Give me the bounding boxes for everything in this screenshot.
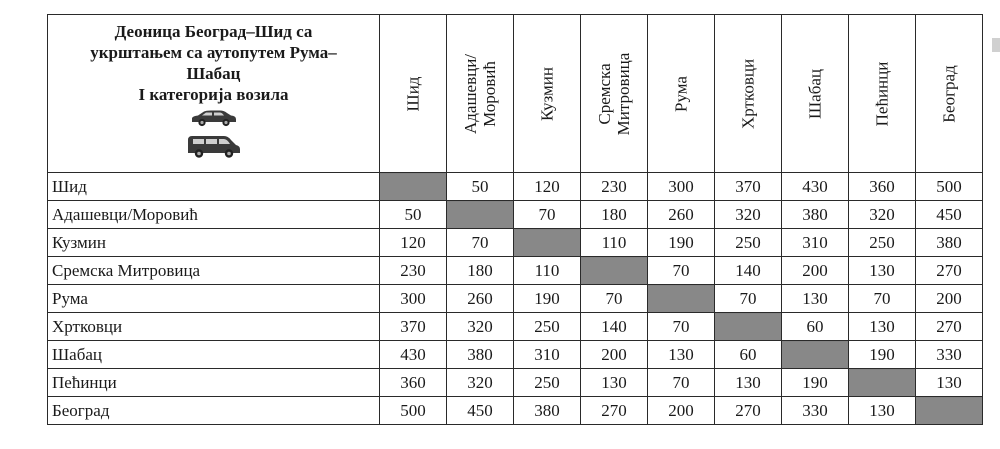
row-header: Шабац [48, 341, 380, 369]
price-cell: 200 [916, 285, 983, 313]
table-row [48, 285, 983, 313]
title-line-3: Шабац [186, 64, 241, 83]
price-cell: 70 [648, 369, 715, 397]
row-header: Рума [48, 285, 380, 313]
price-cell: 250 [514, 369, 581, 397]
price-cell: 450 [916, 201, 983, 229]
column-header [849, 15, 916, 173]
price-cell: 270 [581, 397, 648, 425]
price-cell: 320 [849, 201, 916, 229]
price-cell: 110 [514, 257, 581, 285]
column-header-label [873, 61, 892, 126]
price-cell: 60 [782, 313, 849, 341]
price-cell: 200 [648, 397, 715, 425]
price-cell: 70 [849, 285, 916, 313]
price-cell: 50 [380, 201, 447, 229]
price-cell: 70 [581, 285, 648, 313]
price-cell: 300 [380, 285, 447, 313]
price-cell: 500 [916, 173, 983, 201]
price-cell: 250 [849, 229, 916, 257]
column-header-label [940, 65, 959, 122]
row-header: Кузмин [48, 229, 380, 257]
price-cell: 200 [782, 257, 849, 285]
price-cell: 270 [715, 397, 782, 425]
car-icon [189, 109, 239, 127]
column-header-label [739, 58, 758, 128]
price-cell: 250 [514, 313, 581, 341]
price-cell: 230 [581, 173, 648, 201]
price-cell: 130 [849, 397, 916, 425]
column-header-label [672, 76, 691, 112]
column-header-line: Београд [939, 64, 959, 123]
table-title [48, 15, 379, 105]
toll-price-table [47, 14, 983, 425]
price-cell: 140 [581, 313, 648, 341]
column-header-line: Адашевци/ [461, 53, 480, 134]
table-row [48, 173, 983, 201]
table-title-cell [48, 15, 380, 173]
column-header-label [538, 67, 557, 121]
price-cell: 320 [447, 313, 514, 341]
price-cell: 120 [514, 173, 581, 201]
price-cell: 190 [514, 285, 581, 313]
table-row [48, 201, 983, 229]
row-header: Хртковци [48, 313, 380, 341]
price-cell: 300 [648, 173, 715, 201]
column-header-line: Хртковци [738, 58, 758, 129]
table-row [48, 341, 983, 369]
price-cell: 380 [514, 397, 581, 425]
price-cell: 130 [648, 341, 715, 369]
table-row [48, 369, 983, 397]
price-cell: 190 [782, 369, 849, 397]
diagonal-cell [648, 285, 715, 313]
price-cell: 450 [447, 397, 514, 425]
diagonal-cell [916, 397, 983, 425]
van-icon [186, 133, 242, 159]
price-cell: 500 [380, 397, 447, 425]
diagonal-cell [447, 201, 514, 229]
price-cell: 310 [514, 341, 581, 369]
price-cell: 270 [916, 257, 983, 285]
column-header-line: Сремска [595, 62, 614, 125]
price-cell: 180 [581, 201, 648, 229]
price-cell: 320 [715, 201, 782, 229]
price-cell: 200 [581, 341, 648, 369]
table-body [48, 173, 983, 425]
column-header-line: Моровић [480, 60, 499, 127]
diagonal-cell [581, 257, 648, 285]
column-header-line: Пећинци [872, 61, 892, 126]
price-cell: 380 [916, 229, 983, 257]
price-cell: 260 [447, 285, 514, 313]
price-cell: 370 [380, 313, 447, 341]
price-cell: 310 [782, 229, 849, 257]
row-header: Адашевци/Моровић [48, 201, 380, 229]
title-line-1: Деоница Београд–Шид са [114, 22, 313, 41]
price-cell: 270 [916, 313, 983, 341]
price-cell: 330 [916, 341, 983, 369]
price-cell: 260 [648, 201, 715, 229]
price-cell: 130 [916, 369, 983, 397]
price-cell: 70 [648, 313, 715, 341]
column-header [380, 15, 447, 173]
header-row [48, 15, 983, 173]
column-header [916, 15, 983, 173]
column-header-line: Митровица [614, 52, 633, 135]
price-cell: 70 [514, 201, 581, 229]
price-cell: 360 [849, 173, 916, 201]
price-cell: 190 [648, 229, 715, 257]
price-cell: 180 [447, 257, 514, 285]
table-row [48, 397, 983, 425]
column-header-line: Шабац [805, 68, 825, 119]
table-row [48, 257, 983, 285]
row-header: Пећинци [48, 369, 380, 397]
price-cell: 130 [849, 313, 916, 341]
diagonal-cell [514, 229, 581, 257]
price-cell: 70 [648, 257, 715, 285]
column-header-label [404, 76, 423, 111]
price-cell: 60 [715, 341, 782, 369]
vehicle-icons [48, 109, 379, 159]
price-cell: 130 [581, 369, 648, 397]
diagonal-cell [715, 313, 782, 341]
price-cell: 50 [447, 173, 514, 201]
price-cell: 140 [715, 257, 782, 285]
price-cell: 130 [715, 369, 782, 397]
price-cell: 130 [782, 285, 849, 313]
title-line-2: укрштањем са аутопутем Рума– [90, 43, 337, 62]
price-cell: 370 [715, 173, 782, 201]
column-header-label [595, 52, 633, 135]
table-row [48, 229, 983, 257]
table-row [48, 313, 983, 341]
column-header [447, 15, 514, 173]
price-cell: 330 [782, 397, 849, 425]
diagonal-cell [849, 369, 916, 397]
column-header-line: Рума [671, 75, 691, 112]
price-cell: 250 [715, 229, 782, 257]
column-header-line: Кузмин [537, 66, 557, 121]
scrollbar-fragment [992, 38, 1000, 52]
diagonal-cell [380, 173, 447, 201]
row-header: Београд [48, 397, 380, 425]
price-cell: 380 [447, 341, 514, 369]
column-header [715, 15, 782, 173]
price-cell: 430 [380, 341, 447, 369]
price-cell: 190 [849, 341, 916, 369]
column-header [581, 15, 648, 173]
title-line-4: I категорија возила [138, 85, 289, 104]
price-cell: 320 [447, 369, 514, 397]
column-header [782, 15, 849, 173]
diagonal-cell [782, 341, 849, 369]
price-cell: 70 [715, 285, 782, 313]
column-header [648, 15, 715, 173]
column-header-label [806, 69, 825, 119]
price-cell: 230 [380, 257, 447, 285]
price-cell: 120 [380, 229, 447, 257]
row-header: Сремска Митровица [48, 257, 380, 285]
row-header: Шид [48, 173, 380, 201]
price-cell: 110 [581, 229, 648, 257]
column-header-line: Шид [403, 76, 423, 111]
column-header [514, 15, 581, 173]
column-header-label [461, 53, 499, 133]
toll-table-container [47, 14, 983, 425]
price-cell: 430 [782, 173, 849, 201]
price-cell: 70 [447, 229, 514, 257]
price-cell: 130 [849, 257, 916, 285]
price-cell: 380 [782, 201, 849, 229]
price-cell: 360 [380, 369, 447, 397]
